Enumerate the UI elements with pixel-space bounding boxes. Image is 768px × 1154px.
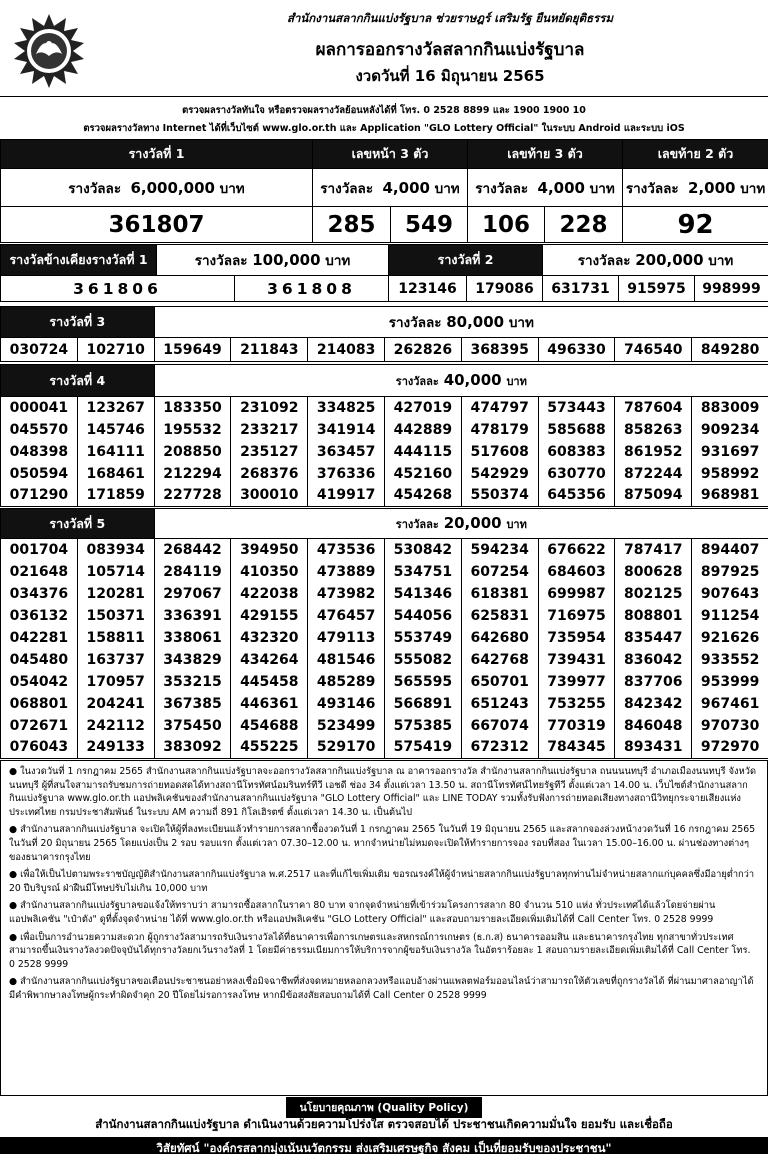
first-prize-header: รางวัลที่ 1: [1, 140, 313, 169]
fourth-prize-number: 787604: [615, 397, 692, 419]
fifth-prize-number: 445458: [231, 671, 308, 693]
fourth-prize-row: [1, 463, 768, 485]
fourth-prize-table: [0, 364, 768, 507]
fourth-prize-number: 000041: [1, 397, 78, 419]
fourth-prize-number: 341914: [308, 419, 385, 441]
near-first-amount: รางวัลละ 100,000 บาท: [157, 245, 389, 276]
fifth-prize-number: 953999: [692, 671, 768, 693]
third-prize-number: 030724: [1, 338, 78, 362]
second-prize-amount: รางวัลละ 200,000 บาท: [543, 245, 768, 276]
fifth-prize-number: 911254: [692, 605, 768, 627]
fourth-prize-number: 861952: [615, 441, 692, 463]
third-prize-number: 159649: [154, 338, 231, 362]
fifth-prize-number: 410350: [231, 561, 308, 583]
fourth-prize-row: [1, 419, 768, 441]
fourth-prize-number: 573443: [538, 397, 615, 419]
fifth-prize-number: 835447: [615, 627, 692, 649]
fourth-prize-amount: รางวัลละ 40,000 บาท: [154, 365, 768, 397]
second-prize-number: 998999: [695, 276, 768, 302]
check-results-phone: ตรวจผลรางวัลทันใจ หรือตรวจผลรางวัลย้อนหลังได้ที่ โทร. 0 2528 8899 และ 1900 1900 10: [182, 105, 586, 116]
fifth-prize-row: [1, 605, 768, 627]
fourth-prize-number: 452160: [384, 463, 461, 485]
fifth-prize-number: 268442: [154, 539, 231, 561]
fifth-prize-number: 158811: [77, 627, 154, 649]
fifth-prize-number: 120281: [77, 583, 154, 605]
fourth-prize-number: 334825: [308, 397, 385, 419]
org-tagline: สำนักงานสลากกินแบ่งรัฐบาล ช่วยราษฎร์ เสริมรัฐ ยืนหยัดยุติธรรม: [286, 11, 614, 25]
fifth-prize-number: 072671: [1, 715, 78, 737]
fourth-prize-number: 630770: [538, 463, 615, 485]
third-prize-number: 102710: [77, 338, 154, 362]
near-first-second-table: [0, 244, 768, 302]
footer: [0, 1096, 768, 1154]
fifth-prize-row: [1, 737, 768, 759]
fifth-prize-number: 541346: [384, 583, 461, 605]
back3-number: 228: [545, 207, 623, 243]
fourth-prize-number: 958992: [692, 463, 768, 485]
fourth-prize-row: [1, 441, 768, 463]
fifth-prize-number: 800628: [615, 561, 692, 583]
fourth-prize-header: รางวัลที่ 4: [1, 365, 155, 397]
header: [0, 0, 768, 96]
fifth-prize-number: 970730: [692, 715, 768, 737]
fifth-prize-header: รางวัลที่ 5: [1, 509, 155, 539]
fifth-prize-number: 972970: [692, 737, 768, 759]
fifth-prize-number: 034376: [1, 583, 78, 605]
draw-date: งวดวันที่ 16 มิถุนายน 2565: [355, 67, 545, 85]
third-prize-number: 746540: [615, 338, 692, 362]
fifth-prize-number: 672312: [461, 737, 538, 759]
fifth-prize-row: [1, 649, 768, 671]
back2-header: เลขท้าย 2 ตัว: [623, 140, 768, 169]
fourth-prize-number: 212294: [154, 463, 231, 485]
fifth-prize-number: 529170: [308, 737, 385, 759]
fourth-prize-number: 645356: [538, 485, 615, 507]
fourth-prize-number: 071290: [1, 485, 78, 507]
fourth-prize-number: 585688: [538, 419, 615, 441]
fourth-prize-row: [1, 485, 768, 507]
fifth-prize-number: 893431: [615, 737, 692, 759]
fifth-prize-number: 739431: [538, 649, 615, 671]
announcement-item: ● สำนักงานสลากกินแบ่งรัฐบาล จะเปิดให้ผู้ที่ลงทะเบียนแล้วทำรายการสลากซื้องวดวันที่ 1 กรกฎาคม 2565 ในวันที่ 19 มิถุนายน 2565 และสลากจองล่วงหน้างวดวันที่ 16 กรกฎาคม 2565 ในวันที่ 20 มิถุนายน 2565 โดยแบ่งเป็น 2 รอบ รอบแรก ตั้งแต่เวลา 07.30–12.00 น. หากจำหน่ายไม่หมดจะเปิดให้ทำรายการจอง รอบที่สอง ในเวลา 15.00–16.00 น. ผ่านช่องทางต่างๆ ของธนาคารกรุงไทย: [9, 824, 756, 863]
third-prize-amount: รางวัลละ 80,000 บาท: [154, 307, 768, 338]
fourth-prize-number: 050594: [1, 463, 78, 485]
third-prize-number: 262826: [384, 338, 461, 362]
announcement-item: ● ในงวดวันที่ 1 กรกฎาคม 2565 สำนักงานสลากกินแบ่งรัฐบาลจะออกรางวัลสลากกินแบ่งรัฐบาล ณ อาคารออกรางวัล สำนักงานสลากกินแบ่งรัฐบาล ถนนนนทบุรี อำเภอเมืองนนทบุรี จังหวัดนนทบุรี ผู้ที่สนใจสามารถรับชมการถ่ายทอดสดได้ทางสถานีโทรทัศน์อมรินทร์ทีวี เอชดี ช่อง 34 ตั้งแต่เวลา 13.50 น. สถานีโทรทัศน์ไทยรัฐทีวี ตั้งแต่เวลา 14.00 น. เว็บไซต์สำนักงานสลากกินแบ่งรัฐบาล www.glo.or.th แอปพลิเคชันของสำนักงานสลากกินแบ่งรัฐบาล "GLO Lottery Official" และ LINE TODAY รวมทั้งรับฟังการถ่ายทอดเสียงทางสถานีวิทยุกระจายเสียงแห่งประเทศไทย กรมประชาสัมพันธ์ ในระบบ AM ความถี่ 891 กิโลเฮิรตซ์ ตั้งแต่เวลา 14.30 น. เป็นต้นไป: [9, 766, 756, 818]
fifth-prize-row: [1, 715, 768, 737]
fifth-prize-number: 842342: [615, 693, 692, 715]
fifth-prize-number: 650701: [461, 671, 538, 693]
top-prizes-table: [0, 139, 768, 243]
fourth-prize-number: 875094: [615, 485, 692, 507]
fifth-prize-row: [1, 539, 768, 561]
second-prize-header: รางวัลที่ 2: [389, 245, 543, 276]
fifth-prize-number: 739977: [538, 671, 615, 693]
fourth-prize-number: 195532: [154, 419, 231, 441]
fifth-prize-number: 493146: [308, 693, 385, 715]
announcements: [0, 760, 768, 1096]
fourth-prize-number: 454268: [384, 485, 461, 507]
fourth-prize-number: 419917: [308, 485, 385, 507]
fourth-prize-numbers: [1, 397, 768, 507]
fifth-prize-number: 432320: [231, 627, 308, 649]
divider: [0, 96, 768, 97]
fourth-prize-number: 363457: [308, 441, 385, 463]
fourth-prize-row: [1, 397, 768, 419]
fifth-prize-number: 651243: [461, 693, 538, 715]
fourth-prize-number: 427019: [384, 397, 461, 419]
fifth-prize-number: 083934: [77, 539, 154, 561]
fifth-prize-number: 575385: [384, 715, 461, 737]
fifth-prize-number: 001704: [1, 539, 78, 561]
fifth-prize-amount: รางวัลละ 20,000 บาท: [154, 509, 768, 539]
front3-number: 549: [391, 207, 468, 243]
fourth-prize-number: 164111: [77, 441, 154, 463]
fifth-prize-number: 784345: [538, 737, 615, 759]
fifth-prize-number: 642768: [461, 649, 538, 671]
fourth-prize-number: 300010: [231, 485, 308, 507]
second-prize-number: 179086: [467, 276, 543, 302]
fifth-prize-number: 422038: [231, 583, 308, 605]
fifth-prize-number: 336391: [154, 605, 231, 627]
fifth-prize-number: 473536: [308, 539, 385, 561]
fourth-prize-number: 227728: [154, 485, 231, 507]
announcement-item: ● สำนักงานสลากกินแบ่งรัฐบาลขอเตือนประชาชนอย่าหลงเชื่อมิจฉาชีพที่ส่งจดหมายหลอกลวงหรือแอบอ้างผ่านแพลตฟอร์มออนไลน์ว่าสามารถให้ตัวเลขที่ถูกรางวัลได้ ที่ผ่านมาศาลอาญาได้มีคำพิพากษาลงโทษผู้กระทำผิดจำคุก 20 ปีโดยไม่รอการลงโทษ หากมีข้อสงสัยสอบถามได้ที่ Call Center 0 2528 9999: [9, 976, 754, 1001]
first-prize-amount: รางวัลละ 6,000,000 บาท: [1, 169, 313, 207]
fifth-prize-number: 676622: [538, 539, 615, 561]
fifth-prize-number: 068801: [1, 693, 78, 715]
fourth-prize-number: 444115: [384, 441, 461, 463]
third-prize-number: 849280: [692, 338, 768, 362]
fifth-prize-numbers: [1, 539, 768, 759]
fifth-prize-number: 897925: [692, 561, 768, 583]
fifth-prize-number: 076043: [1, 737, 78, 759]
fifth-prize-number: 667074: [461, 715, 538, 737]
fifth-prize-number: 618381: [461, 583, 538, 605]
fourth-prize-number: 123267: [77, 397, 154, 419]
fifth-prize-number: 753255: [538, 693, 615, 715]
fifth-prize-number: 375450: [154, 715, 231, 737]
back3-number: 106: [468, 207, 545, 243]
third-prize-number: 211843: [231, 338, 308, 362]
front3-header: เลขหน้า 3 ตัว: [313, 140, 468, 169]
fifth-prize-number: 530842: [384, 539, 461, 561]
fifth-prize-number: 553749: [384, 627, 461, 649]
fifth-prize-number: 907643: [692, 583, 768, 605]
fifth-prize-number: 594234: [461, 539, 538, 561]
fourth-prize-number: 376336: [308, 463, 385, 485]
fifth-prize-number: 921626: [692, 627, 768, 649]
second-prize-number: 123146: [389, 276, 467, 302]
fifth-prize-number: 284119: [154, 561, 231, 583]
fifth-prize-number: 967461: [692, 693, 768, 715]
near-first-number: 361808: [235, 276, 389, 302]
fifth-prize-number: 455225: [231, 737, 308, 759]
fifth-prize-number: 787417: [615, 539, 692, 561]
fifth-prize-number: 802125: [615, 583, 692, 605]
fifth-prize-number: 894407: [692, 539, 768, 561]
near-first-number: 361806: [1, 276, 235, 302]
fifth-prize-row: [1, 671, 768, 693]
fifth-prize-number: 150371: [77, 605, 154, 627]
fourth-prize-number: 208850: [154, 441, 231, 463]
fifth-prize-number: 249133: [77, 737, 154, 759]
fifth-prize-number: 770319: [538, 715, 615, 737]
fourth-prize-number: 858263: [615, 419, 692, 441]
near-first-header: รางวัลข้างเคียงรางวัลที่ 1: [1, 245, 157, 276]
fourth-prize-number: 442889: [384, 419, 461, 441]
fifth-prize-number: 837706: [615, 671, 692, 693]
fifth-prize-number: 684603: [538, 561, 615, 583]
fifth-prize-number: 481546: [308, 649, 385, 671]
fifth-prize-number: 836042: [615, 649, 692, 671]
announcement-item: ● สำนักงานสลากกินแบ่งรัฐบาลขอแจ้งให้ทราบว่า สามารถซื้อสลากในราคา 80 บาท จากจุดจำหน่ายที่เข้าร่วมโครงการสลาก 80 จำนวน 510 แห่ง ทั่วประเทศได้แล้วโดยจ่ายผ่านแอปพลิเคชัน "เป๋าตัง" ดูที่ตั้งจุดจำหน่าย ได้ที่ www.glo.or.th หรือแอปพลิเคชัน "GLO Lottery Official" และสอบถามรายละเอียดเพิ่มเติมได้ที่ Call Center โทร. 0 2528 9999: [9, 900, 716, 925]
fifth-prize-number: 054042: [1, 671, 78, 693]
fifth-prize-number: 473889: [308, 561, 385, 583]
fifth-prize-number: 338061: [154, 627, 231, 649]
fourth-prize-number: 045570: [1, 419, 78, 441]
fifth-prize-number: 523499: [308, 715, 385, 737]
third-prize-table: [0, 306, 768, 362]
announcement-item: ● เพื่อให้เป็นไปตามพระราชบัญญัติสำนักงานสลากกินแบ่งรัฐบาล พ.ศ.2517 และที่แก้ไขเพิ่มเติม ขอรณรงค์ให้ผู้จำหน่ายสลากกินแบ่งรัฐบาลทุกท่านไม่จำหน่ายสลากแก่บุคคลซึ่งมีอายุต่ำกว่า 20 ปีบริบูรณ์ ฝ่าฝืนมีโทษปรับไม่เกิน 10,000 บาท: [9, 869, 755, 894]
fifth-prize-number: 808801: [615, 605, 692, 627]
page-title: ผลการออกรางวัลสลากกินแบ่งรัฐบาล: [315, 40, 585, 60]
third-prize-number: 496330: [538, 338, 615, 362]
fourth-prize-number: 883009: [692, 397, 768, 419]
fifth-prize-number: 566891: [384, 693, 461, 715]
glo-seal-logo: [12, 14, 86, 88]
fifth-prize-number: 042281: [1, 627, 78, 649]
fourth-prize-number: 931697: [692, 441, 768, 463]
fifth-prize-number: 479113: [308, 627, 385, 649]
fifth-prize-number: 170957: [77, 671, 154, 693]
fifth-prize-number: 036132: [1, 605, 78, 627]
fifth-prize-number: 297067: [154, 583, 231, 605]
fifth-prize-number: 476457: [308, 605, 385, 627]
fifth-prize-number: 434264: [231, 649, 308, 671]
fourth-prize-number: 235127: [231, 441, 308, 463]
fifth-prize-table: [0, 508, 768, 759]
fifth-prize-number: 565595: [384, 671, 461, 693]
fifth-prize-number: 699987: [538, 583, 615, 605]
back3-header: เลขท้าย 3 ตัว: [468, 140, 623, 169]
fifth-prize-number: 353215: [154, 671, 231, 693]
fourth-prize-number: 233217: [231, 419, 308, 441]
fifth-prize-number: 485289: [308, 671, 385, 693]
check-results-internet: ตรวจผลรางวัลทาง Internet ได้ที่เว็บไซต์ www.glo.or.th และ Application "GLO Lottery Official" ในระบบ Android และระบบ iOS: [83, 123, 685, 134]
fourth-prize-number: 550374: [461, 485, 538, 507]
fourth-prize-number: 048398: [1, 441, 78, 463]
fourth-prize-number: 542929: [461, 463, 538, 485]
fifth-prize-number: 555082: [384, 649, 461, 671]
fifth-prize-number: 473982: [308, 583, 385, 605]
front3-number: 285: [313, 207, 391, 243]
vision-statement: วิสัยทัศน์ "องค์กรสลากมุ่งเน้นนวัตกรรม ส่งเสริมเศรษฐกิจ สังคม เป็นที่ยอมรับของประชาชน": [0, 1137, 768, 1154]
fourth-prize-number: 478179: [461, 419, 538, 441]
fifth-prize-number: 575419: [384, 737, 461, 759]
back3-amount: รางวัลละ 4,000 บาท: [468, 169, 623, 207]
front3-amount: รางวัลละ 4,000 บาท: [313, 169, 468, 207]
fifth-prize-number: 625831: [461, 605, 538, 627]
fourth-prize-number: 168461: [77, 463, 154, 485]
second-prize-number: 631731: [543, 276, 619, 302]
fourth-prize-number: 183350: [154, 397, 231, 419]
fourth-prize-number: 608383: [538, 441, 615, 463]
fifth-prize-row: [1, 583, 768, 605]
announcement-item: ● เพื่อเป็นการอำนวยความสะดวก ผู้ถูกรางวัลสามารถรับเงินรางวัลได้ที่ธนาคารเพื่อการเกษตรและสหกรณ์การเกษตร (ธ.ก.ส) ธนาคารออมสิน และธนาคารกรุงไทย ทุกสาขาทั่วประเทศ สามารถขึ้นเงินรางวัลงวดปัจจุบันได้ทุกรางวัลยกเว้นรางวัลที่ 1 โดยมีค่าธรรมเนียมการให้บริการจากผู้ขอรับเงินรางวัล ในอัตราร้อยละ 1 สอบถามรายละเอียดเพิ่มเติมได้ที่ Call Center โทร. 0 2528 9999: [9, 931, 751, 970]
fifth-prize-number: 021648: [1, 561, 78, 583]
fifth-prize-number: 544056: [384, 605, 461, 627]
fifth-prize-number: 105714: [77, 561, 154, 583]
fifth-prize-number: 383092: [154, 737, 231, 759]
back2-number: 92: [623, 207, 768, 243]
fifth-prize-number: 394950: [231, 539, 308, 561]
fourth-prize-number: 145746: [77, 419, 154, 441]
fifth-prize-number: 204241: [77, 693, 154, 715]
fifth-prize-number: 343829: [154, 649, 231, 671]
fourth-prize-number: 231092: [231, 397, 308, 419]
fourth-prize-number: 872244: [615, 463, 692, 485]
second-prize-number: 915975: [619, 276, 695, 302]
fifth-prize-number: 642680: [461, 627, 538, 649]
quality-policy-label: นโยบายคุณภาพ (Quality Policy): [286, 1097, 483, 1118]
fifth-prize-number: 045480: [1, 649, 78, 671]
fourth-prize-number: 474797: [461, 397, 538, 419]
first-prize-number: 361807: [1, 207, 313, 243]
third-prize-header: รางวัลที่ 3: [1, 307, 155, 338]
fifth-prize-row: [1, 561, 768, 583]
fifth-prize-number: 454688: [231, 715, 308, 737]
fifth-prize-number: 716975: [538, 605, 615, 627]
fourth-prize-number: 909234: [692, 419, 768, 441]
fourth-prize-number: 171859: [77, 485, 154, 507]
quality-policy-text: สำนักงานสลากกินแบ่งรัฐบาล ดำเนินงานด้วยความโปร่งใส ตรวจสอบได้ ประชาชนเกิดความมั่นใจ ยอมรับ และเชื่อถือ: [95, 1117, 673, 1131]
fourth-prize-number: 968981: [692, 485, 768, 507]
fourth-prize-number: 517608: [461, 441, 538, 463]
fifth-prize-row: [1, 693, 768, 715]
fifth-prize-row: [1, 627, 768, 649]
fifth-prize-number: 534751: [384, 561, 461, 583]
third-prize-number: 368395: [461, 338, 538, 362]
fourth-prize-number: 268376: [231, 463, 308, 485]
fifth-prize-number: 735954: [538, 627, 615, 649]
fifth-prize-number: 446361: [231, 693, 308, 715]
back2-amount: รางวัลละ 2,000 บาท: [623, 169, 768, 207]
third-prize-number: 214083: [308, 338, 385, 362]
fifth-prize-number: 933552: [692, 649, 768, 671]
fifth-prize-number: 242112: [77, 715, 154, 737]
fifth-prize-number: 429155: [231, 605, 308, 627]
fifth-prize-number: 846048: [615, 715, 692, 737]
fifth-prize-number: 607254: [461, 561, 538, 583]
fifth-prize-number: 367385: [154, 693, 231, 715]
fifth-prize-number: 163737: [77, 649, 154, 671]
